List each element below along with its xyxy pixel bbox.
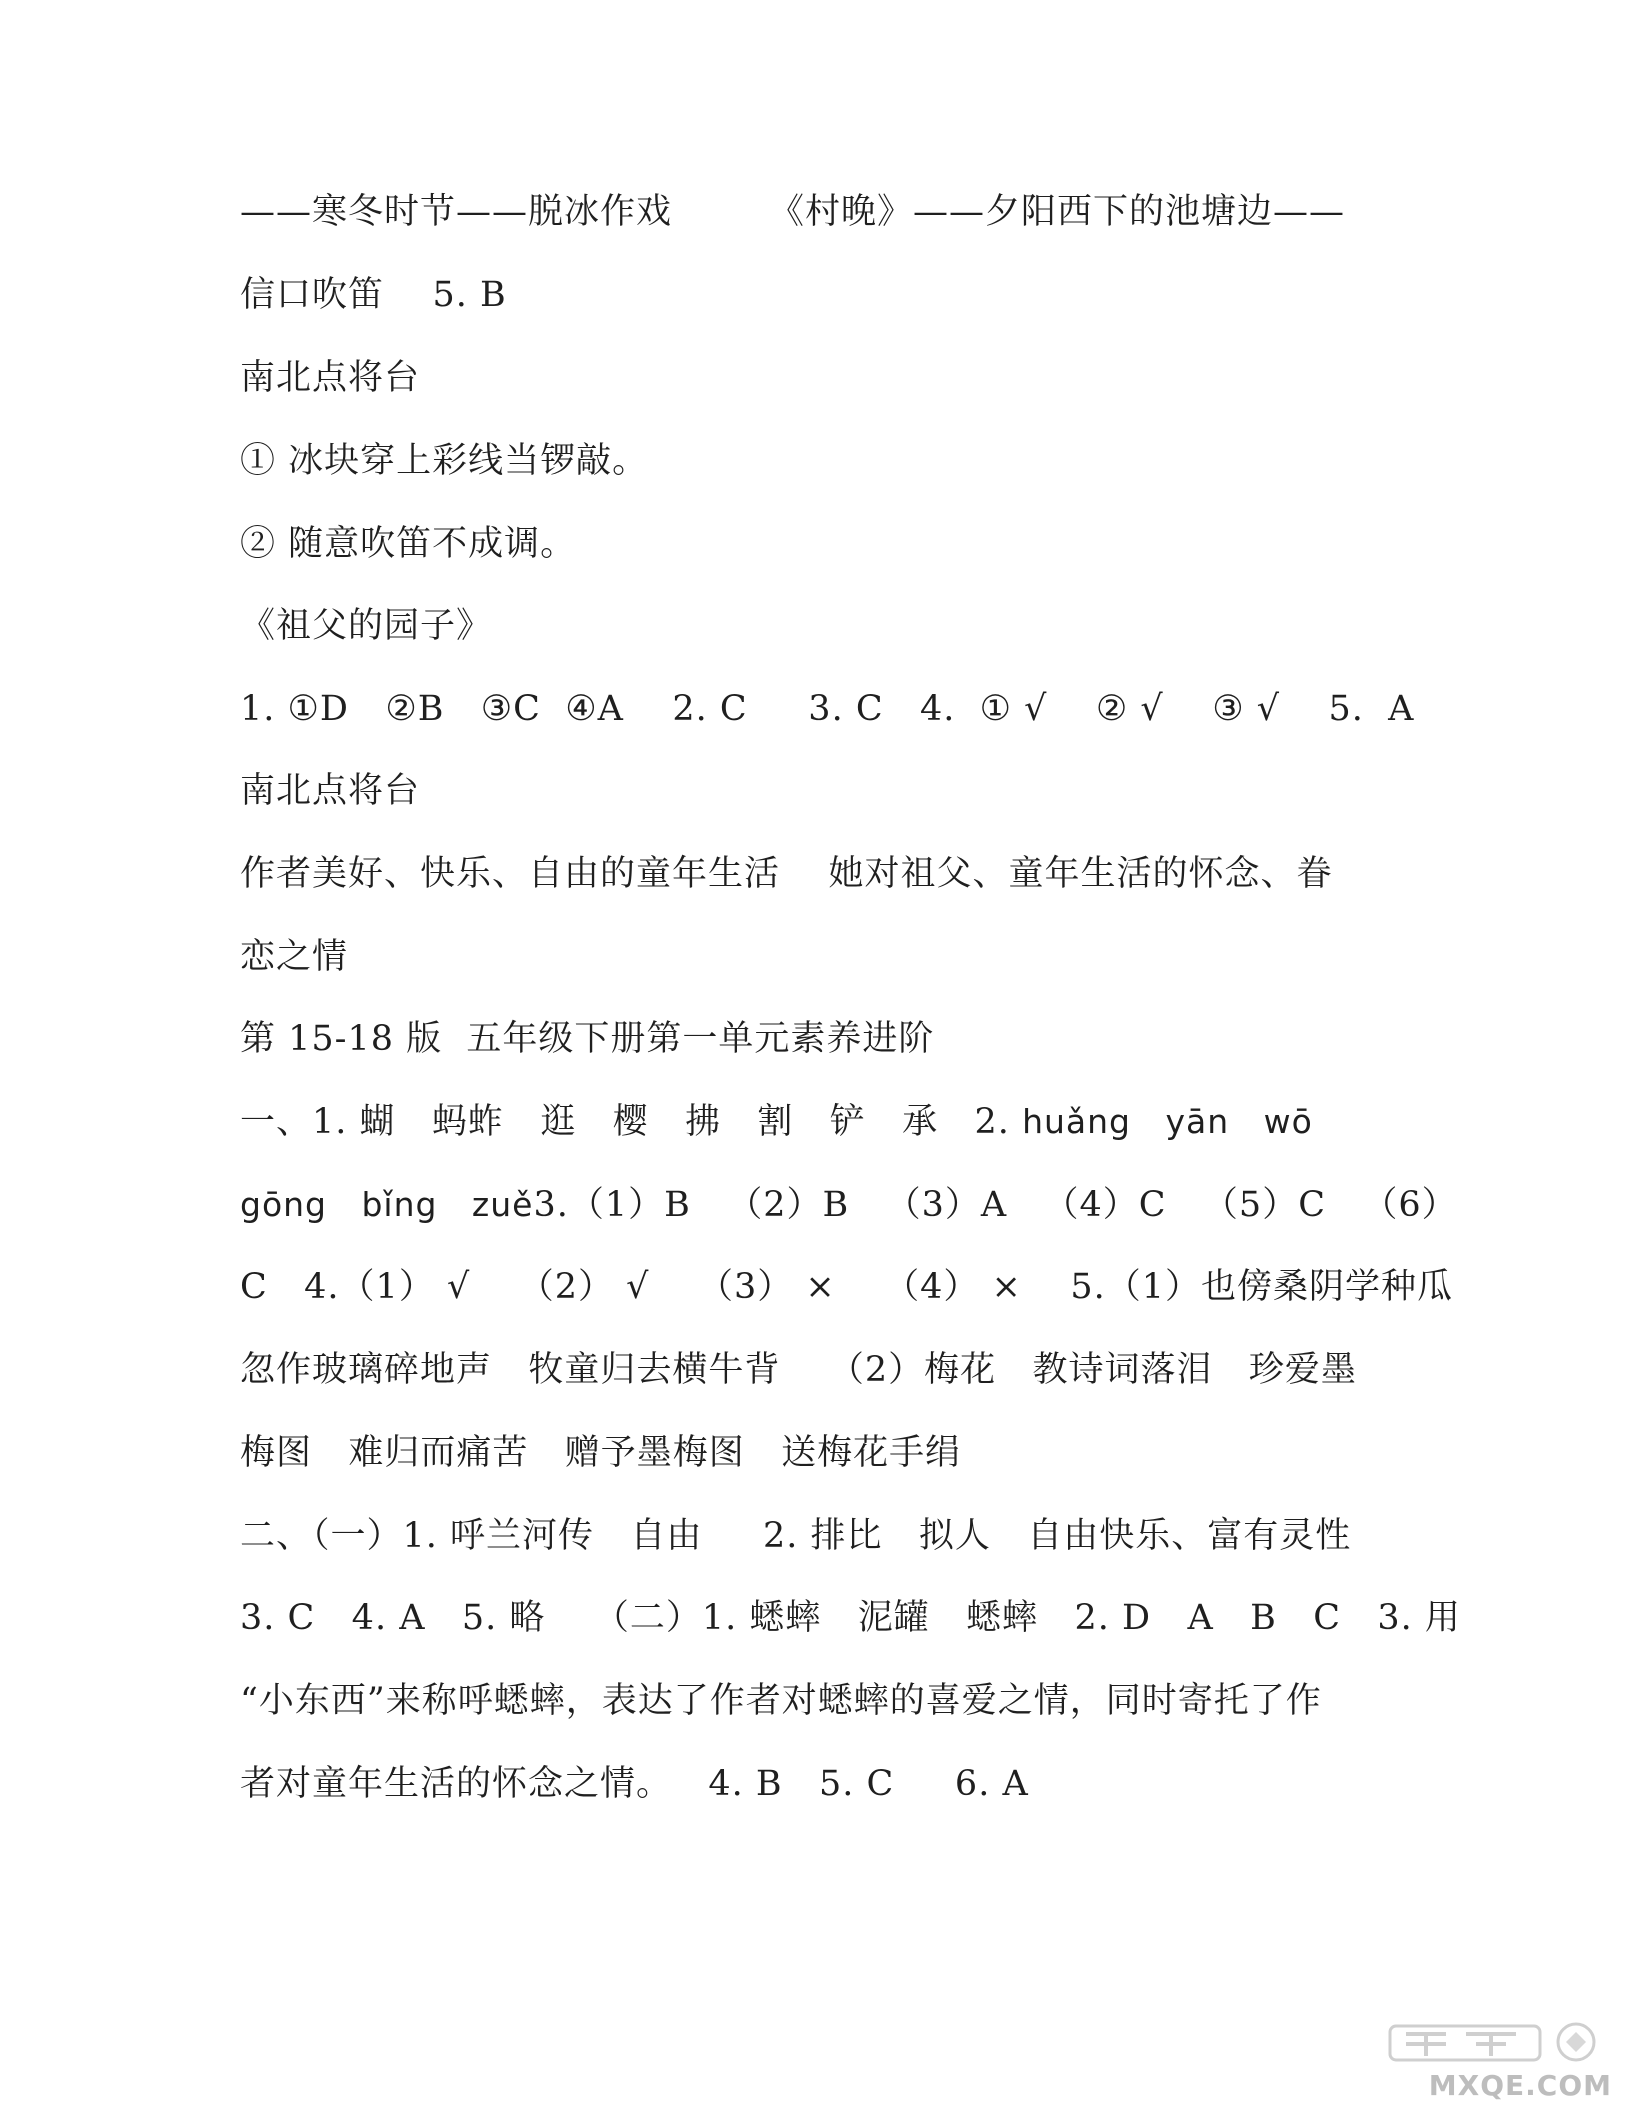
answer-line-12 xyxy=(240,1097,1412,1147)
answer-line-15: 忽作玻璃碎地声 牧童归去横牛背 （2）梅花 教诗词落泪 珍爱墨 xyxy=(240,1350,1357,1390)
pinyin-text-1: huǎng yān wō xyxy=(1022,1102,1313,1141)
pinyin-text-2: gōng bǐng zuě xyxy=(240,1185,534,1224)
site-watermark xyxy=(1378,2020,1618,2102)
answer-line-10: 恋之情 xyxy=(240,937,349,977)
watermark-text: MXQE.COM xyxy=(1428,2069,1612,2102)
answer-line-20: 者对童年生活的怀念之情。 4. B 5. C 6. A xyxy=(240,1764,1029,1804)
answer-line-8: 南北点将台 xyxy=(240,771,421,811)
answer-line-17: 二、（一）1. 呼兰河传 自由 2. 排比 拟人 自由快乐、富有灵性 xyxy=(240,1516,1352,1556)
answer-line-13-text: 3.（1）B （2）B （3）A （4）C （5）C （6） xyxy=(533,1185,1458,1225)
answer-line-6: 《祖父的园子》 xyxy=(240,606,493,646)
answer-line-12-text: 一、1. 蝴 蚂蚱 逛 樱 拂 割 铲 承 2. xyxy=(240,1102,1023,1142)
answer-line-19: “小东西”来称呼蟋蟀，表达了作者对蟋蟀的喜爱之情，同时寄托了作 xyxy=(240,1681,1322,1721)
answer-line-7: 1. ①D ②B ③C ④A 2. C 3. C 4. ① √ ② √ ③ √ 5. A xyxy=(240,689,1415,729)
answer-line-3: 南北点将台 xyxy=(240,358,421,398)
watermark-logo-icon xyxy=(1386,2020,1606,2064)
answer-line-5: ② 随意吹笛不成调。 xyxy=(240,524,577,564)
answer-line-13 xyxy=(240,1180,1458,1230)
answer-line-14: C 4.（1） √ （2） √ （3） × （4） × 5.（1）也傍桑阴学种瓜 xyxy=(240,1267,1454,1307)
answer-line-16: 梅图 难归而痛苦 赠予墨梅图 送梅花手绢 xyxy=(240,1433,962,1473)
section-heading: 第 15-18 版 五年级下册第一单元素养进阶 xyxy=(240,1019,935,1059)
answer-line-18: 3. C 4. A 5. 略 （二）1. 蟋蟀 泥罐 蟋蟀 2. D A B C 3. 用 xyxy=(240,1598,1461,1638)
answer-line-1: ——寒冬时节——脱冰作戏 《村晚》——夕阳西下的池塘边—— xyxy=(240,192,1346,232)
answer-line-4: ① 冰块穿上彩线当锣敲。 xyxy=(240,441,649,481)
answer-line-2: 信口吹笛 5. B xyxy=(240,275,507,315)
answer-line-9: 作者美好、快乐、自由的童年生活 她对祖父、童年生活的怀念、眷 xyxy=(240,854,1333,894)
